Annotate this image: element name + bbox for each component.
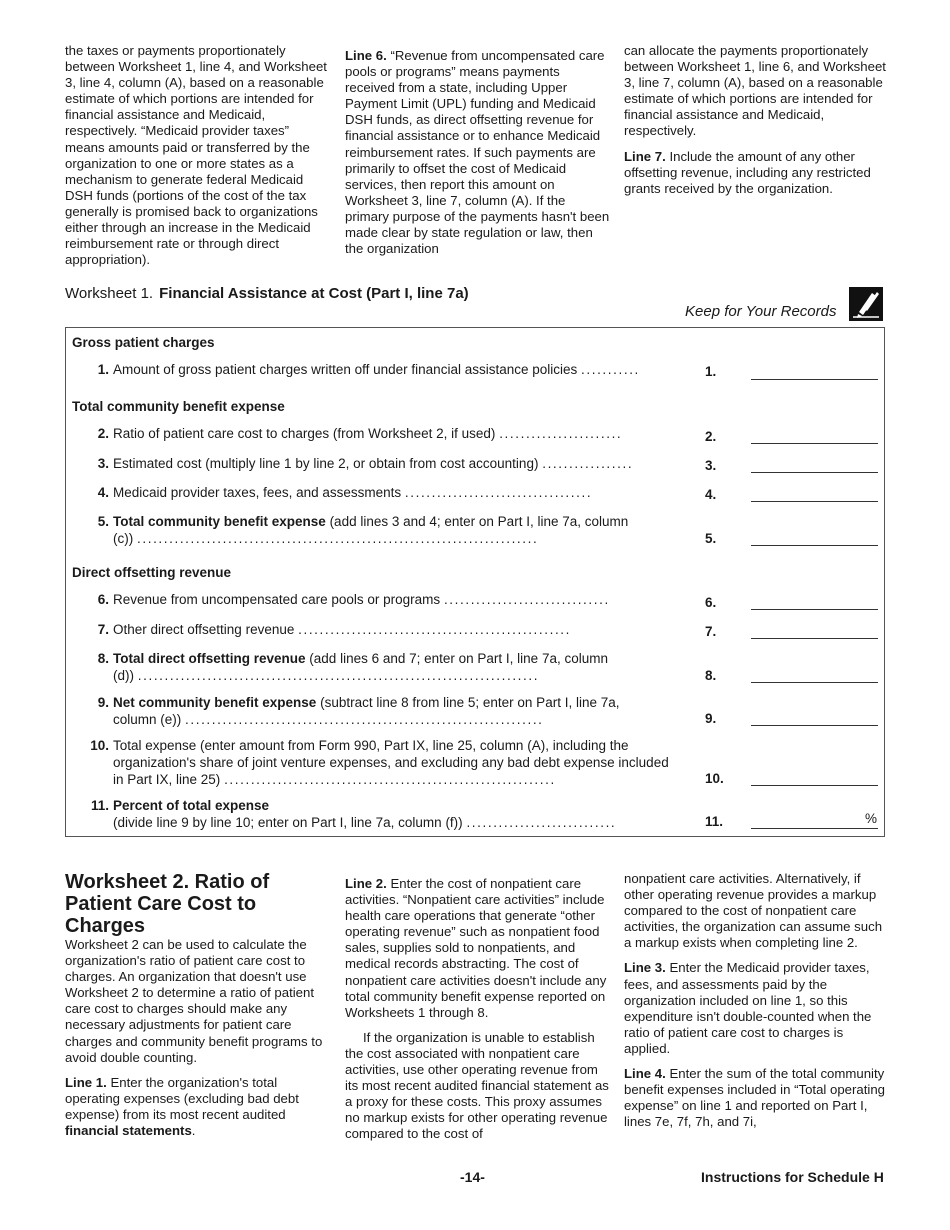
ws2-line4-heading: Line 4. [624,1066,666,1082]
ws1-line-10: 10. Total expense (enter amount from Form 990, Part IX, line 25, column (A), including the organization's share of joint venture expenses, and excluding any bad debt expense included in Part IX, line 25) .............................................................. [90,738,669,787]
line-8-entry[interactable] [751,681,878,683]
line-6-entry[interactable] [751,608,878,610]
top-col1-text: the taxes or payments proportionately between Worksheet 1, line 4, and Worksheet 3, line 4, column (A), based on a reasonable estimate of which portions are intended for financial assistance and Medicaid, respectively. “Medicaid provider taxes” means amounts paid or transferred by the organization to one or more states as a mechanism to generate federal Medicaid DSH funds (portions of the cost of the tax generally is promised back to organizations either through an increase in the Medicaid reimbursement rate or through direct appropriation). [65,43,327,268]
ws2-line2-para2: If the organization is unable to establish the cost associated with nonpatient care activities, use other operating revenue from its most recent audited financial statement as a proxy for these costs. This proxy assumes no markup exists for other operating revenue compared to the cost of [345,1029,609,1142]
line6-para [345,48,610,257]
ws2-col-3 [624,871,889,1139]
percent-sign: % [865,811,878,826]
line-10-entry[interactable] [751,784,878,786]
line-7-entry[interactable] [751,637,878,639]
ws1-line-8: 8. Total direct offsetting revenue (add lines 6 and 7; enter on Part I, line 7a, column (d)) ........................................................................... [97,651,608,683]
line-11-entry[interactable] [751,827,878,829]
ws2-line1-para: Line 1. Enter the organization's total operating expenses (excluding bad debt expense) from its most recent audited financial statements. [65,1074,299,1139]
top-col-2 [345,48,610,266]
line7-text: Include the amount of any other offsetting revenue, including any restricted grants received by the organization. [624,148,871,196]
line-number-6: 6. [705,595,717,610]
ws2-col3-text: nonpatient care activities. Alternatively, if other operating revenue provides a markup compared to the cost of nonpatient care activities, the organization can assume such a markup exists when completing line 2. [624,871,883,951]
section-direct-offsetting-revenue: Direct offsetting revenue [72,565,232,580]
line6-text: “Revenue from uncompensated care pools or programs” means payments received from a state, including Upper Payment Limit (UPL) funding and Medicaid DSH funds, as direct offsetting revenue for financial assistance or to enhance Medicaid reimbursement rates. If such payments are primarily to offset the cost of Medicaid services, then report this amount on Worksheet 3, line 7, column (A). If the primary purpose of the payments hasn't been made clear by state regulation or law, then the organization [345,48,610,257]
line-number-8: 8. [705,668,717,683]
ws1-line-1: 1. Amount of gross patient charges written off under financial assistance policies ........... [97,362,640,377]
top-col-3 [624,43,889,206]
line-1-entry[interactable] [751,378,878,380]
line-number-5: 5. [705,531,717,546]
worksheet1-label: Worksheet 1. [65,285,154,302]
line-number-11: 11. [705,814,724,829]
keep-for-records: Keep for Your Records [685,303,837,320]
line-number-7: 7. [705,624,717,639]
ws1-line-4: 4. Medicaid provider taxes, fees, and assessments ................................... [97,485,593,500]
ws2-line2-heading: Line 2. [345,876,387,891]
ws2-line2-para: Line 2. Enter the cost of nonpatient care activities. “Nonpatient care activities” include health care operations that generate “other operating revenue” such as nonpatient food sales, supplies sold to nonpatients, and medical records abstracting. The cost of nonpatient care activities doesn't include any total community benefit expense reported on Worksheets 1 through 8. [345,876,607,1020]
line-number-2: 2. [705,429,717,444]
line6-heading: Line 6. [345,48,387,63]
ws1-line-5: 5. Total community benefit expense (add lines 3 and 4; enter on Part I, line 7a, column (c)) ........................................................................... [97,514,629,546]
footer-document-title: Instructions for Schedule H [701,1169,884,1185]
page-number: -14- [460,1169,485,1185]
line-number-4: 4. [705,487,717,502]
line-2-entry[interactable] [751,442,878,444]
worksheet1-heading [65,285,469,302]
ws1-line-7: 7. Other direct offsetting revenue ................................................... [97,622,572,637]
line-number-9: 9. [705,711,717,726]
top-col3-text: can allocate the payments proportionately between Worksheet 1, line 6, and Worksheet 3, line 7, column (A), based on a reasonable estimate of which portions are intended for financial assistance and Medicaid, respectively. [624,43,886,139]
line7-para [624,149,889,197]
ws1-line-3: 3. Estimated cost (multiply line 1 by line 2, or obtain from cost accounting) ................. [97,456,634,471]
ws1-line-11: 11. Percent of total expense (divide line 9 by line 10; enter on Part I, line 7a, column (f)) ............................ [90,798,617,830]
ws2-intro: Worksheet 2 can be used to calculate the organization's ratio of patient care cost to charges. An organization that doesn't use Worksheet 2 to determine a ratio of patient care cost to charges should make any necessary adjustments for patient care charges and community benefit programs to avoid double counting. [65,937,323,1065]
line7-heading: Line 7. [624,148,666,164]
pencil-icon [849,287,883,321]
ws1-line-6: 6. Revenue from uncompensated care pools or programs ............................... [97,592,610,607]
worksheet1-title: Financial Assistance at Cost (Part I, line 7a) [159,285,469,302]
ws1-line-2: 2. Ratio of patient care cost to charges (from Worksheet 2, if used) ....................... [97,426,623,441]
ws2-line3-heading: Line 3. [624,960,666,976]
line-5-entry[interactable] [751,544,878,546]
ws2-line4-para: Line 4. Enter the sum of the total community benefit expenses included in “Total operating expense” on line 1 and reported on Part I, lines 7e, 7f, 7h, and 7i, [624,1066,885,1130]
line-number-1: 1. [705,364,717,379]
worksheet2-title: Worksheet 2. Ratio of Patient Care Cost to Charges [65,871,270,937]
line-number-3: 3. [705,458,717,473]
ws2-col-2 [345,876,610,1152]
section-gross-patient-charges: Gross patient charges [72,335,215,350]
ws2-line1-heading: Line 1. [65,1074,107,1090]
ws2-col-1 [65,937,330,1148]
line-3-entry[interactable] [751,471,878,473]
line-number-10: 10. [705,771,724,786]
ws2-line3-para: Line 3. Enter the Medicaid provider taxes, fees, and assessments paid by the organization included on line 1, so this expenditure isn't double-counted when the ratio of patient care cost to charges is applied. [624,960,872,1056]
ws1-line-9: 9. Net community benefit expense (subtract line 8 from line 5; enter on Part I, line 7a, column (e)) ................................................................... [97,695,620,727]
section-total-community-benefit-expense: Total community benefit expense [72,399,285,414]
line-9-entry[interactable] [751,724,878,726]
line-4-entry[interactable] [751,500,878,502]
top-col-1 [65,43,330,277]
